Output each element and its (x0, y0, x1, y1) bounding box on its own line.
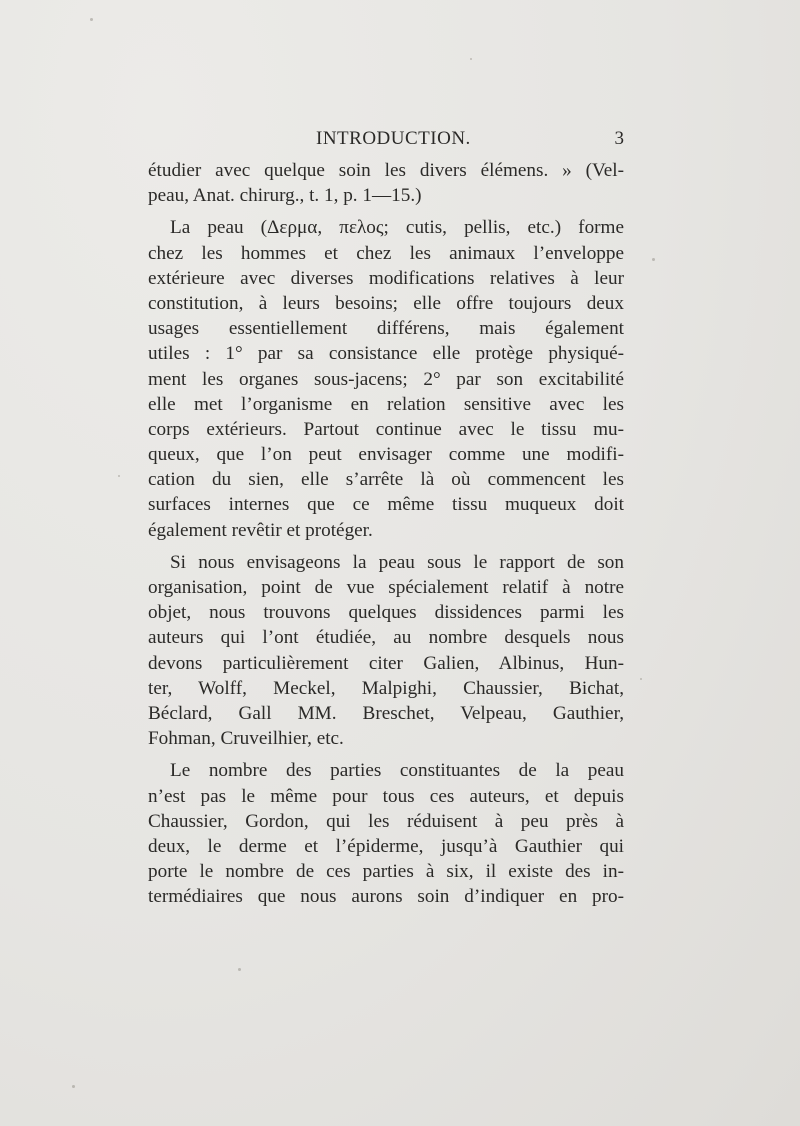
text-line: extérieure avec diverses modifications relatives à leur (148, 267, 624, 289)
text-line: La peau (Δερμα, πελος; cutis, pellis, etc.) forme (170, 217, 624, 239)
text-line: objet, nous trouvons quelques dissidences parmi les (148, 602, 624, 624)
text-line: surfaces internes que ce même tissu muqueux doit (148, 494, 624, 516)
text-line: ter, Wolff, Meckel, Malpighi, Chaussier, Bichat, (148, 677, 624, 699)
body-text (148, 158, 624, 909)
text-line: Béclard, Gall MM. Breschet, Velpeau, Gauthier, (148, 702, 624, 724)
text-line: Chaussier, Gordon, qui les réduisent à peu près à (148, 810, 624, 832)
text-line: cation du sien, elle s’arrête là où commencent les (148, 469, 624, 491)
text-line: utiles : 1° par sa consistance elle protège physiqué- (148, 343, 624, 365)
text-line: Fohman, Cruveilhier, etc. (148, 728, 344, 750)
text-line: Le nombre des parties constituantes de la peau (170, 760, 624, 782)
page-number: 3 (614, 128, 624, 149)
paragraph (148, 215, 624, 542)
text-line: peau, Anat. chirurg., t. 1, p. 1—15.) (148, 185, 422, 207)
paper-speck (238, 968, 241, 971)
text-line: n’est pas le même pour tous ces auteurs, et depuis (148, 785, 624, 807)
text-line: porte le nombre de ces parties à six, il existe des in- (148, 861, 624, 883)
paper-speck (640, 678, 642, 680)
text-line: usages essentiellement différens, mais également (148, 318, 624, 340)
text-line: elle met l’organisme en relation sensitive avec les (148, 393, 624, 415)
paper-speck (652, 258, 655, 261)
paragraph (148, 758, 624, 909)
text-line: queux, que l’on peut envisager comme une modifi- (148, 444, 624, 466)
text-line: termédiaires que nous aurons soin d’indiquer en pro- (148, 886, 624, 908)
text-line: auteurs qui l’ont étudiée, au nombre desquels nous (148, 627, 624, 649)
text-line: constitution, à leurs besoins; elle offre toujours deux (148, 292, 624, 314)
paper-speck (90, 18, 93, 21)
text-line: ment les organes sous-jacens; 2° par son excitabilité (148, 368, 624, 390)
paper-speck (72, 1085, 75, 1088)
paragraph (148, 550, 624, 752)
running-head (148, 128, 624, 156)
text-line: également revêtir et protéger. (148, 519, 373, 541)
text-line: devons particulièrement citer Galien, Albinus, Hun- (148, 652, 624, 674)
paper-speck (118, 475, 120, 477)
text-line: corps extérieurs. Partout continue avec le tissu mu- (148, 418, 624, 440)
text-line: organisation, point de vue spécialement relatif à notre (148, 577, 624, 598)
text-line: étudier avec quelque soin les divers élémens. » (Vel- (148, 160, 624, 181)
text-line: chez les hommes et chez les animaux l’enveloppe (148, 242, 624, 264)
running-title: INTRODUCTION. (316, 128, 471, 149)
paragraph (148, 158, 624, 208)
text-line: Si nous envisageons la peau sous le rapport de son (170, 551, 624, 573)
paper-speck (470, 58, 472, 60)
text-line: deux, le derme et l’épiderme, jusqu’à Gauthier qui (148, 835, 624, 857)
